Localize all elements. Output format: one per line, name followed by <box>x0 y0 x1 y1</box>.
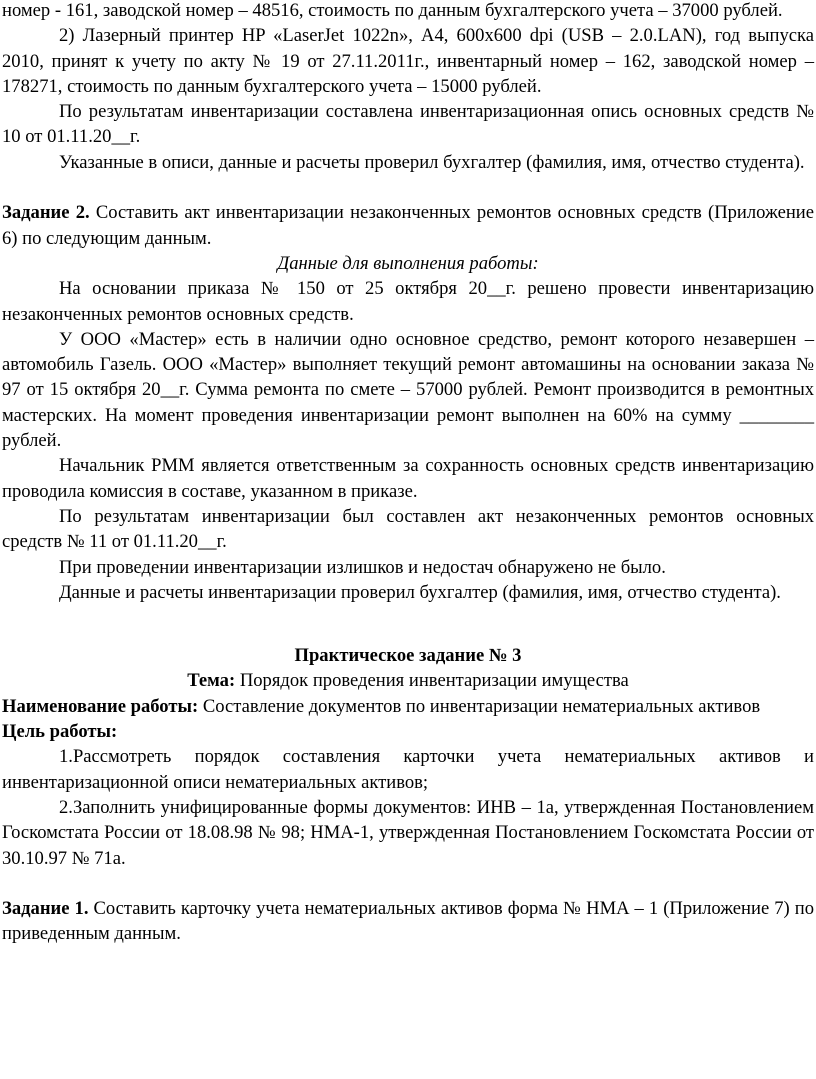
task2-paragraph-act: По результатам инвентаризации был составлен акт незаконченных ремонтов основных средств № 11 от 01.11.20__г. <box>2 505 814 553</box>
spacer <box>2 605 814 643</box>
task2-paragraph-order: На основании приказа № 150 от 25 октября 20__г. решено провести инвентаризацию незаконченных ремонтов основных средств. <box>2 278 814 325</box>
goal-item-1: 1.Рассмотреть порядок составления карточки учета нематериальных активов и инвентаризационной описи нематериальных активов; <box>2 746 814 793</box>
task2-paragraph-no-discrepancies: При проведении инвентаризации излишков и недостач обнаружено не было. <box>59 556 666 578</box>
task1-label: Задание 1. <box>2 898 89 920</box>
paragraph-asset-details-end: номер - 161, заводской номер – 48516, стоимость по данным бухгалтерского учета – 37000 рублей. <box>2 0 783 21</box>
topic-label: Тема: <box>187 670 236 692</box>
work-name-text: Составление документов по инвентаризации нематериальных активов <box>198 695 761 717</box>
task2-statement <box>2 200 814 251</box>
paragraph-checked-by: Указанные в описи, данные и расчеты проверил бухгалтер (фамилия, имя, отчество студента). <box>59 151 805 173</box>
task2-paragraph-checked-by: Данные и расчеты инвентаризации проверил бухгалтер (фамилия, имя, отчество студента). <box>59 581 781 603</box>
work-name-line <box>2 694 814 719</box>
paragraph-printer: 2) Лазерный принтер HP «LaserJet 1022n», А4, 600х600 dpi (USB – 2.0.LAN), год выпуска 2010, принят к учету по акту № 19 от 27.11.2011г., инвентарный номер – 162, заводской номер – 178271, стоимость по данным бухгалтерского учета – 15000 рублей. <box>2 25 814 97</box>
spacer <box>2 175 814 200</box>
task2-text: Составить акт инвентаризации незаконченных ремонтов основных средств (Приложение 6) по следующим данным. <box>2 202 814 249</box>
task2-paragraph-responsible: Начальник РММ является ответственным за сохранность основных средств инвентаризацию проводила комиссия в составе, указанном в приказе. <box>2 455 814 502</box>
topic-line <box>2 668 814 693</box>
paragraph-inventory-list: По результатам инвентаризации составлена инвентаризационная опись основных средств № 10 от 01.11.20__г. <box>2 101 814 148</box>
topic-text: Порядок проведения инвентаризации имущества <box>235 670 629 692</box>
goal-label: Цель работы: <box>2 721 118 743</box>
data-heading: Данные для выполнения работы: <box>277 252 539 274</box>
goal-item-2: 2.Заполнить унифицированные формы документов: ИНВ – 1а, утвержденная Постановлением Госкомстата России от 18.08.98 № 98; НМА-1, утвержденная Постановлением Госкомстата России от 30.10.97 № 71а. <box>2 796 814 869</box>
task2-label: Задание 2. <box>2 202 90 224</box>
task1-statement <box>2 896 814 947</box>
practical-task-title: Практическое задание № 3 <box>294 645 522 667</box>
task2-paragraph-master: У ООО «Мастер» есть в наличии одно основное средство, ремонт которого незавершен – автомобиль Газель. ООО «Мастер» выполняет текущий ремонт автомашины на основании заказа № 97 от 15 октября 20__г. Сумма ремонта по смете – 57000 рублей. Ремонт производится в ремонтных мастерских. На момент проведения инвентаризации ремонт выполнен на 60% на сумму ________ рублей. <box>2 328 814 452</box>
work-name-label: Наименование работы: <box>2 695 199 717</box>
task1-text: Составить карточку учета нематериальных активов форма № НМА – 1 (Приложение 7) по приведенным данным. <box>2 898 814 945</box>
spacer <box>2 871 814 896</box>
